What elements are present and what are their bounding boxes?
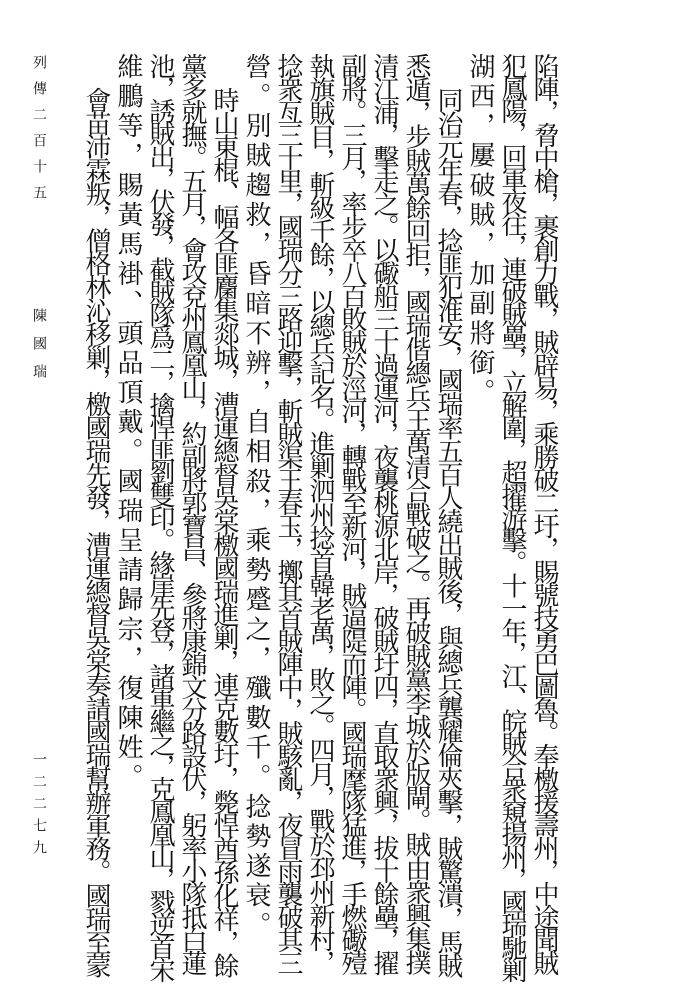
text-column-10: 營。別賊趨救，昏暗不辨，自相殺，乘勢蹙之，殲數千。捻勢遂衰。 <box>241 53 271 941</box>
text-column-3: 湖西，屢破賊，加副將銜。 <box>465 53 495 409</box>
text-column-1: 陷陣，脅中槍，裹創力戰，賊辟易，乘勝破二圩，賜號技勇巴圖魯。奉檄援壽州，中途聞賊 <box>529 53 559 973</box>
text-column-14: 維鵬等，賜黃馬褂、頭品頂戴。國瑞呈請歸宗，復陳姓。 <box>113 53 143 793</box>
text-column-5: 悉遁，步賊萬餘回拒，國瑞偕總兵王萬清合戰破之。再破賊黨李城於版閘。賊由衆興集撲 <box>401 53 431 974</box>
text-column-15: 會苗沛霖叛，僧格林沁移剿，檄國瑞先發，漕運總督吳棠奏請國瑞幫辦軍務。國瑞至蒙 <box>81 87 111 977</box>
running-header-chapter: 列傳二百十五 <box>31 55 47 211</box>
page-number: 一二二七九 <box>31 752 47 862</box>
text-column-4: 同治元年春，捻匪犯淮安，國瑞率五百人繞出賊後，與總兵龔耀倫夾擊，賊驚潰，馬賊 <box>433 87 463 977</box>
text-column-12: 黨多就撫。五月，會攻兗州鳳凰山，約副將郭寶昌、參將康錦文分路設伏，躬率小隊抵白蓮 <box>177 53 207 973</box>
text-column-9: 捻衆亙三十里，國瑞分三路迎擊，斬賊渠王春玉，擲其首賊陣中，賊駭亂，夜冒雨襲破其三 <box>273 53 303 973</box>
text-column-2: 犯鳳陽，回軍夜往，連破賊壘，立解圍，超擢游擊。十一年，江、皖賊合衆窺揚州，國瑞馳剿 <box>497 53 527 980</box>
text-column-6: 清江浦，擊走之。以礮船三十過運河，夜襲桃源北岸，破賊圩四，直取衆興，拔十餘壘，擢 <box>369 53 399 973</box>
running-header-subject: 陳國瑞 <box>31 308 47 392</box>
text-column-8: 執旗賊目，斬級千餘，以總兵記名。進剿泗州捻首韓老萬，敗之。四月，戰於邳州新村， <box>305 53 335 974</box>
text-column-11: 時山東棍、幅各匪麕集郯城，漕運總督吳棠檄國瑞進剿，連克數圩，斃悍酋孫化祥，餘 <box>209 87 239 977</box>
text-column-13: 池，誘賊出，伏發，截賊隊爲二，擒悍匪劉雙印。緣崖先登，諸軍繼之，克鳳凰山，戮逆首宋 <box>145 53 175 980</box>
text-column-7: 副將。三月，率步卒八百敗賊於涇河，轉戰至新河，賊逼隄而陣。國瑞麾隊猛進，手燃礮殪 <box>337 53 367 973</box>
